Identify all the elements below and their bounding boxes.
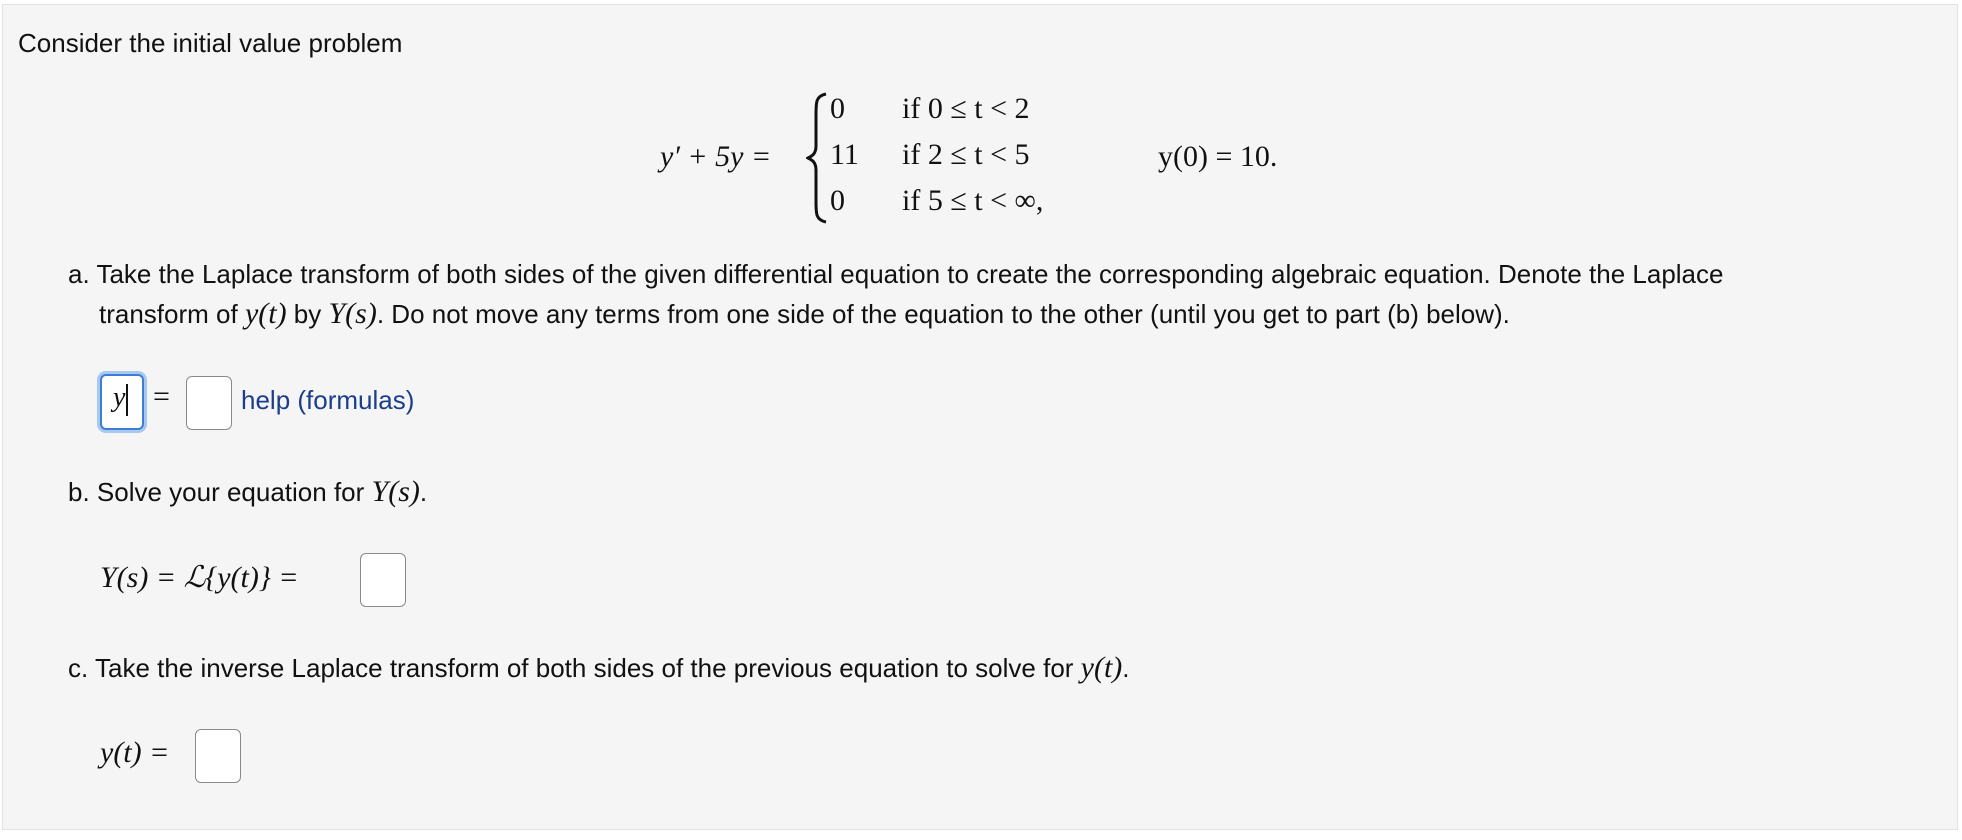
part-a-equals: = [153, 380, 170, 413]
part-c-text [68, 648, 1130, 688]
case-value-1: 0 [830, 92, 845, 125]
part-b-Y-s: Y(s) [371, 475, 420, 508]
problem-intro: Consider the initial value problem [18, 28, 403, 58]
part-b-text [68, 472, 427, 512]
part-a-line2 [68, 294, 1948, 334]
part-a-line2-end: . Do not move any terms from one side of the equation to the other (until you get to part (b) below). [376, 299, 1510, 329]
equation-lhs [660, 140, 771, 174]
part-a-lhs-input-value: y [113, 382, 126, 413]
case-condition-1: if 0 ≤ t < 2 [902, 92, 1030, 125]
case-value-3: 0 [830, 184, 845, 217]
part-b-text-end: . [419, 477, 428, 507]
text-caret [126, 384, 128, 416]
problem-panel [2, 4, 1958, 830]
part-b-answer-input[interactable] [360, 553, 406, 607]
case-value-2: 11 [830, 138, 859, 171]
part-a-lhs-input[interactable] [100, 374, 144, 430]
part-a-y-t: y(t) [244, 297, 287, 330]
part-c-answer-input[interactable] [195, 729, 241, 783]
part-a-line2-start: transform of [99, 299, 245, 329]
part-b-text-start: b. Solve your equation for [68, 477, 372, 507]
part-c-text-end: . [1122, 653, 1130, 683]
equation-lhs-text: y′ + 5y = [660, 140, 772, 173]
part-b-formula: Y(s) = ℒ{y(t)} = [100, 561, 299, 594]
part-a-rhs-input[interactable] [186, 376, 232, 430]
initial-condition: y(0) = 10. [1158, 140, 1278, 173]
case-condition-2: if 2 ≤ t < 5 [902, 138, 1030, 171]
cases-brace [806, 92, 828, 224]
part-a-text [68, 254, 1948, 334]
part-a-by: by [286, 299, 329, 329]
part-c-formula: y(t) = [100, 736, 170, 769]
part-a-Y-s: Y(s) [328, 297, 377, 330]
help-formulas-link[interactable]: help (formulas) [241, 385, 415, 415]
part-c-y-t: y(t) [1080, 651, 1123, 684]
case-condition-3: if 5 ≤ t < ∞, [902, 184, 1044, 217]
part-c-text-start: c. Take the inverse Laplace transform of both sides of the previous equation to solve for [68, 653, 1081, 683]
part-a-line1: a. Take the Laplace transform of both sides of the given differential equation to create the corresponding algebraic equation. Denote the Laplace [68, 259, 1724, 289]
